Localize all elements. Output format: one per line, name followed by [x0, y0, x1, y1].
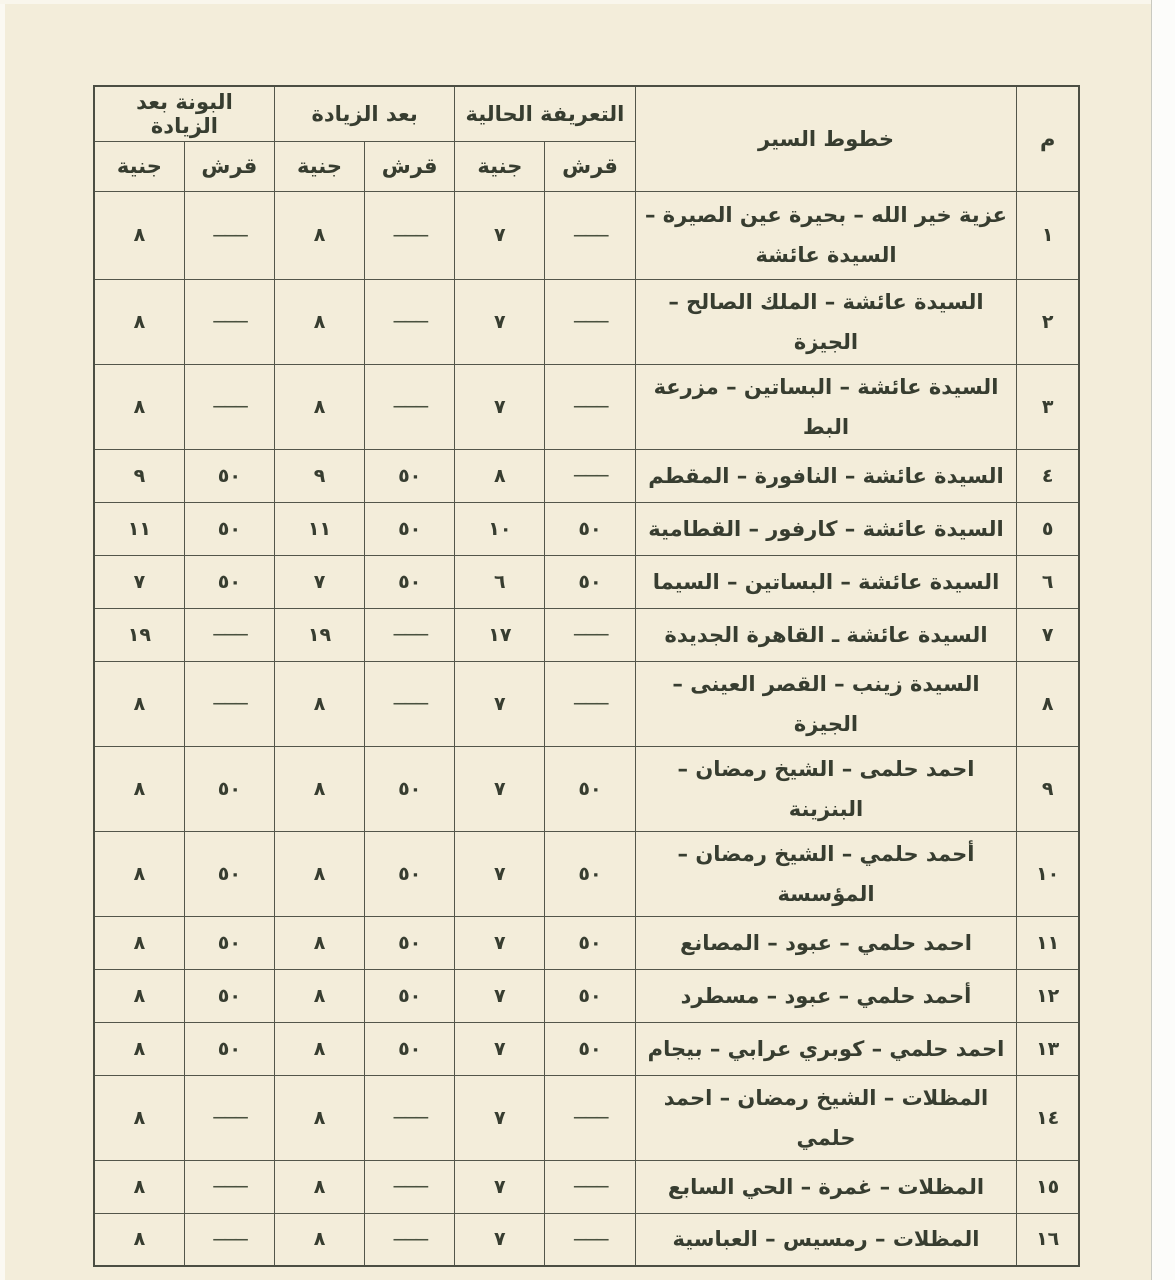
dash-value: ———: [365, 191, 455, 279]
fare-value: ٧: [455, 1075, 545, 1160]
row-number: ١٤: [1017, 1075, 1079, 1160]
fare-value: ٥٠: [184, 969, 274, 1022]
fare-value: ٧: [455, 916, 545, 969]
fare-value: ٨: [94, 1022, 184, 1075]
fare-value: ٥٠: [184, 555, 274, 608]
row-number: ٨: [1017, 661, 1079, 746]
row-number: ١: [1017, 191, 1079, 279]
dash-value: ———: [365, 279, 455, 364]
row-number: ١٥: [1017, 1160, 1079, 1213]
fare-value: ٨: [94, 661, 184, 746]
header-current-gineih: جنية: [455, 141, 545, 191]
fare-value: ٨: [274, 746, 364, 831]
header-group-row: [94, 86, 1079, 141]
fare-value: ٧: [94, 555, 184, 608]
fare-value: ٥٠: [365, 555, 455, 608]
fare-value: ٥٠: [365, 831, 455, 916]
header-num: م: [1017, 86, 1079, 191]
route-name: السيدة زينب – القصر العينى – الجيزة: [635, 661, 1017, 746]
fare-value: ٨: [274, 364, 364, 449]
table-row: [94, 1160, 1079, 1213]
route-name: السيدة عائشة – البساتين – مزرعة البط: [635, 364, 1017, 449]
dash-value: ———: [184, 364, 274, 449]
route-name: المظلات – غمرة – الحي السابع: [635, 1160, 1017, 1213]
route-name: أحمد حلمي – الشيخ رمضان – المؤسسة: [635, 831, 1017, 916]
fare-table: [93, 85, 1080, 1267]
header-after-gineih: جنية: [274, 141, 364, 191]
dash-value: ———: [365, 608, 455, 661]
route-name: السيدة عائشة – كارفور – القطامية: [635, 502, 1017, 555]
fare-value: ٥٠: [545, 555, 635, 608]
fare-value: ٧: [274, 555, 364, 608]
fare-value: ٥٠: [545, 1022, 635, 1075]
fare-value: ٥٠: [365, 969, 455, 1022]
table-row: [94, 1022, 1079, 1075]
fare-value: ١٠: [455, 502, 545, 555]
route-name: السيدة عائشة ـ القاهرة الجديدة: [635, 608, 1017, 661]
table-row: [94, 608, 1079, 661]
header-bonus-gineih: جنية: [94, 141, 184, 191]
fare-value: ١٩: [274, 608, 364, 661]
fare-value: ٨: [274, 1075, 364, 1160]
table-row: [94, 279, 1079, 364]
row-number: ٤: [1017, 449, 1079, 502]
row-number: ١٠: [1017, 831, 1079, 916]
fare-value: ٧: [455, 364, 545, 449]
header-current-tariff: التعريفة الحالية: [455, 86, 635, 141]
fare-value: ٥٠: [545, 969, 635, 1022]
row-number: ٣: [1017, 364, 1079, 449]
row-number: ١١: [1017, 916, 1079, 969]
fare-value: ٨: [94, 831, 184, 916]
fare-value: ٩: [274, 449, 364, 502]
route-name: السيدة عائشة – الملك الصالح – الجيزة: [635, 279, 1017, 364]
fare-value: ٧: [455, 1213, 545, 1266]
table-row: [94, 831, 1079, 916]
fare-value: ٨: [94, 1160, 184, 1213]
fare-value: ٨: [94, 279, 184, 364]
route-name: السيدة عائشة – البساتين – السيما: [635, 555, 1017, 608]
fare-value: ٨: [94, 191, 184, 279]
fare-value: ٧: [455, 969, 545, 1022]
fare-value: ٨: [94, 1213, 184, 1266]
route-name: أحمد حلمي – عبود – مسطرد: [635, 969, 1017, 1022]
page-right-edge: [1151, 0, 1175, 1280]
route-name: احمد حلمي – عبود – المصانع: [635, 916, 1017, 969]
fare-value: ٥٠: [545, 502, 635, 555]
dash-value: ———: [184, 191, 274, 279]
dash-value: ———: [184, 1160, 274, 1213]
table-row: [94, 555, 1079, 608]
fare-value: ٨: [274, 661, 364, 746]
fare-value: ٥٠: [545, 831, 635, 916]
dash-value: ———: [545, 449, 635, 502]
dash-value: ———: [365, 1075, 455, 1160]
fare-value: ٧: [455, 1022, 545, 1075]
fare-value: ٥٠: [545, 746, 635, 831]
fare-value: ٥٠: [184, 831, 274, 916]
dash-value: ———: [545, 364, 635, 449]
dash-value: ———: [365, 1213, 455, 1266]
header-after-increase: بعد الزيادة: [274, 86, 454, 141]
dash-value: ———: [545, 191, 635, 279]
fare-value: ٧: [455, 661, 545, 746]
fare-value: ٨: [94, 1075, 184, 1160]
fare-value: ٥٠: [365, 502, 455, 555]
header-after-qirsh: قرش: [365, 141, 455, 191]
dash-value: ———: [545, 279, 635, 364]
row-number: ١٣: [1017, 1022, 1079, 1075]
fare-value: ٨: [274, 1213, 364, 1266]
fare-value: ٥٠: [184, 502, 274, 555]
route-name: احمد حلمي – كوبري عرابي – بيجام: [635, 1022, 1017, 1075]
fare-value: ٩: [94, 449, 184, 502]
header-routes: خطوط السير: [635, 86, 1017, 191]
fare-value: ٥٠: [365, 1022, 455, 1075]
dash-value: ———: [545, 608, 635, 661]
row-number: ٧: [1017, 608, 1079, 661]
table-row: [94, 364, 1079, 449]
dash-value: ———: [184, 661, 274, 746]
dash-value: ———: [365, 364, 455, 449]
row-number: ١٦: [1017, 1213, 1079, 1266]
dash-value: ———: [365, 661, 455, 746]
row-number: ٥: [1017, 502, 1079, 555]
dash-value: ———: [545, 661, 635, 746]
table-row: [94, 502, 1079, 555]
dash-value: ———: [184, 1213, 274, 1266]
page-top-edge: [0, 0, 1175, 4]
fare-value: ٥٠: [184, 1022, 274, 1075]
table-row: [94, 661, 1079, 746]
fare-value: ٨: [274, 969, 364, 1022]
dash-value: ———: [365, 1160, 455, 1213]
fare-value: ١١: [274, 502, 364, 555]
fare-value: ٥٠: [184, 449, 274, 502]
table-row: [94, 1075, 1079, 1160]
fare-value: ١٩: [94, 608, 184, 661]
table-row: [94, 191, 1079, 279]
dash-value: ———: [545, 1160, 635, 1213]
dash-value: ———: [545, 1075, 635, 1160]
header-bonus-after-increase: البونة بعد الزيادة: [94, 86, 274, 141]
table-row: [94, 746, 1079, 831]
route-name: عزية خير الله – بحيرة عين الصيرة – السيدة عائشة: [635, 191, 1017, 279]
fare-value: ٥٠: [365, 449, 455, 502]
dash-value: ———: [184, 608, 274, 661]
fare-value: ٨: [274, 1022, 364, 1075]
table-body: [94, 191, 1079, 1266]
fare-value: ٥٠: [184, 916, 274, 969]
route-name: المظلات – الشيخ رمضان – احمد حلمي: [635, 1075, 1017, 1160]
table-header: [94, 86, 1079, 191]
fare-value: ٨: [274, 1160, 364, 1213]
fare-value: ٨: [94, 916, 184, 969]
fare-value: ٨: [94, 746, 184, 831]
page-left-edge: [0, 0, 5, 1280]
table-row: [94, 1213, 1079, 1266]
dash-value: ———: [184, 279, 274, 364]
fare-value: ٨: [274, 279, 364, 364]
fare-value: ٨: [274, 916, 364, 969]
fare-value: ٨: [274, 191, 364, 279]
route-name: السيدة عائشة – النافورة – المقطم: [635, 449, 1017, 502]
fare-value: ٥٠: [184, 746, 274, 831]
fare-value: ٥٠: [365, 746, 455, 831]
row-number: ١٢: [1017, 969, 1079, 1022]
route-name: المظلات – رمسيس – العباسية: [635, 1213, 1017, 1266]
fare-value: ٧: [455, 746, 545, 831]
fare-value: ٨: [455, 449, 545, 502]
fare-value: ٨: [274, 831, 364, 916]
row-number: ٩: [1017, 746, 1079, 831]
fare-value: ٧: [455, 831, 545, 916]
fare-value: ٥٠: [545, 916, 635, 969]
row-number: ٢: [1017, 279, 1079, 364]
header-current-qirsh: قرش: [545, 141, 635, 191]
row-number: ٦: [1017, 555, 1079, 608]
table-row: [94, 916, 1079, 969]
fare-value: ٦: [455, 555, 545, 608]
header-bonus-qirsh: قرش: [184, 141, 274, 191]
fare-value: ٧: [455, 279, 545, 364]
table-row: [94, 449, 1079, 502]
fare-value: ٨: [94, 969, 184, 1022]
fare-value: ١١: [94, 502, 184, 555]
fare-value: ١٧: [455, 608, 545, 661]
dash-value: ———: [184, 1075, 274, 1160]
route-name: احمد حلمى – الشيخ رمضان – البنزينة: [635, 746, 1017, 831]
dash-value: ———: [545, 1213, 635, 1266]
fare-value: ٨: [94, 364, 184, 449]
table-row: [94, 969, 1079, 1022]
fare-value: ٧: [455, 1160, 545, 1213]
fare-value: ٧: [455, 191, 545, 279]
fare-value: ٥٠: [365, 916, 455, 969]
